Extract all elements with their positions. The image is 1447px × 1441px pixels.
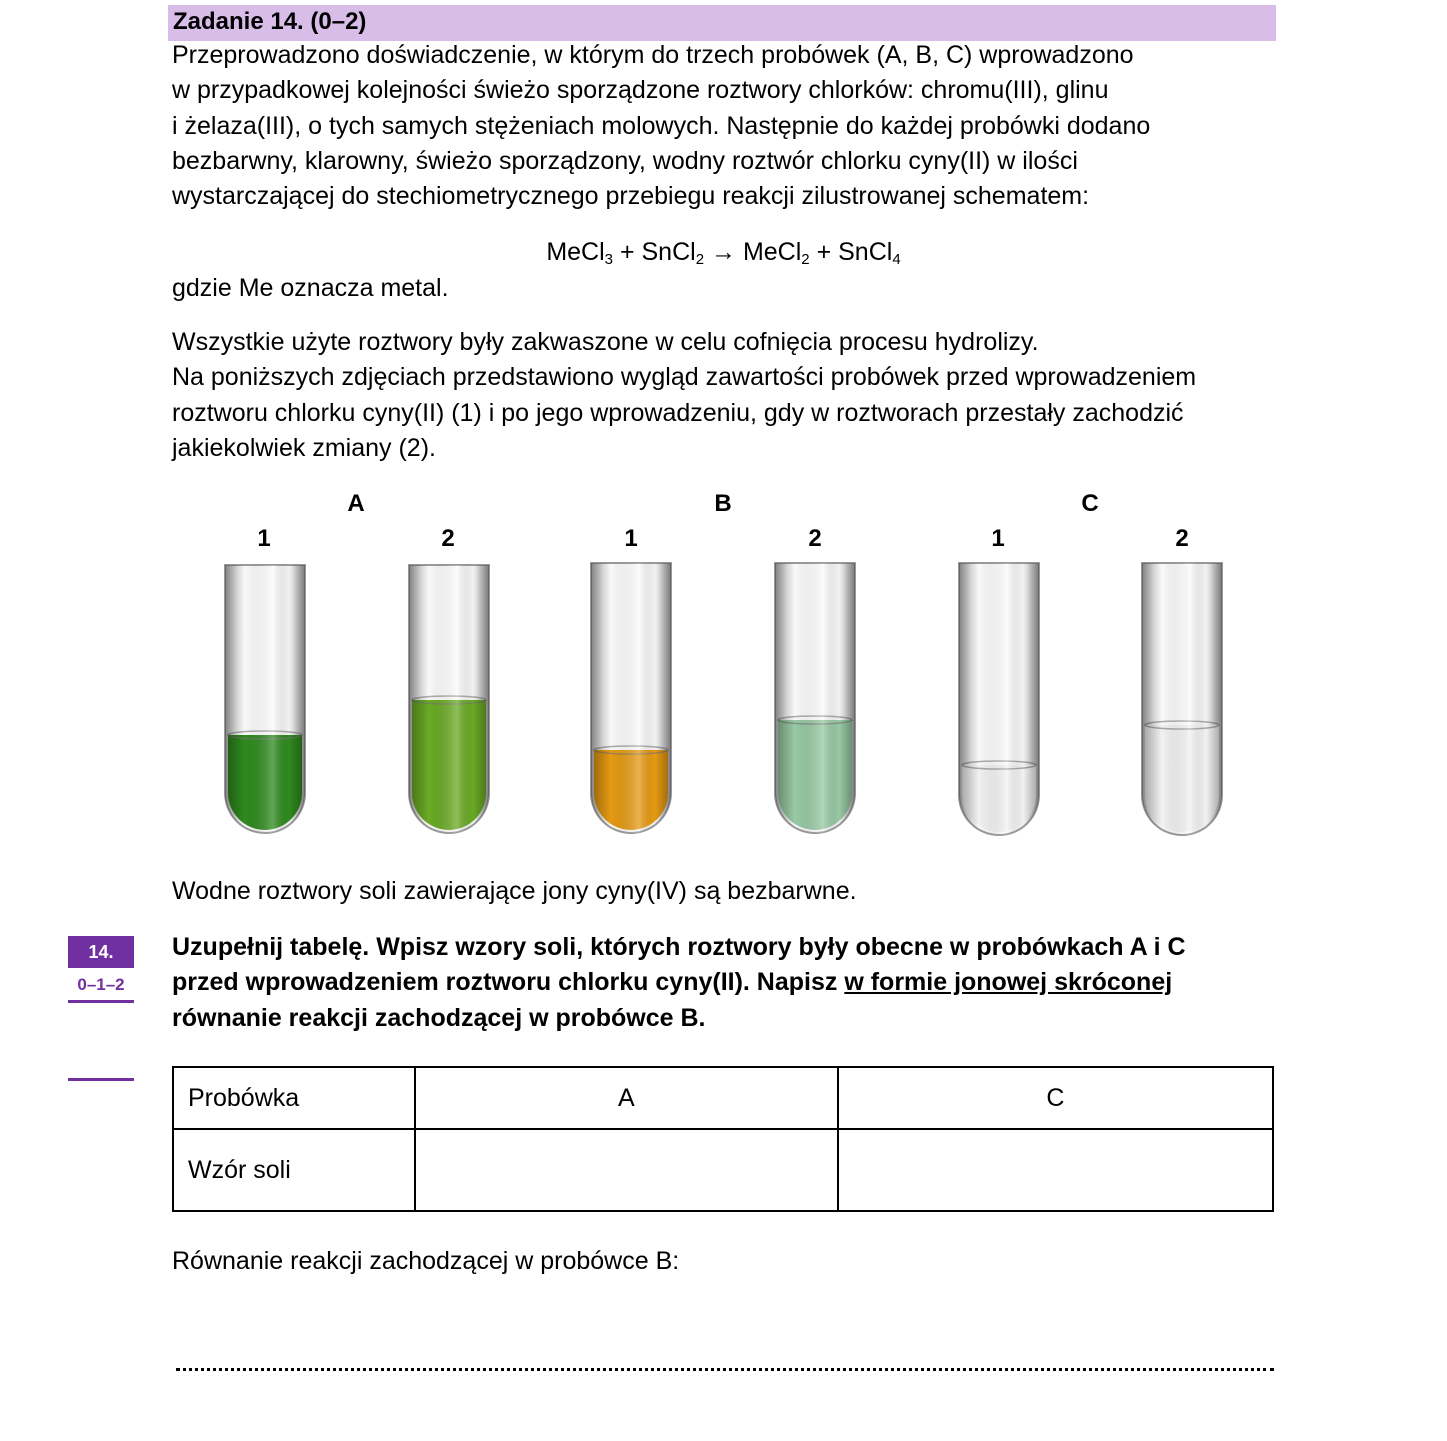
test-tube-c1 (959, 563, 1039, 835)
answer-dotted-line[interactable] (176, 1356, 1274, 1371)
description-line: Na poniższych zdjęciach przedstawiono wygląd zawartości probówek przed wprowadzeniem (172, 363, 1197, 392)
answer-cell-c[interactable] (838, 1129, 1273, 1211)
tube-number-a1: 1 (257, 525, 271, 552)
description-line: roztworu chlorku cyny(II) (1) i po jego wprowadzeniu, gdy w roztworach przestały zachodzić (172, 398, 1184, 427)
test-tube-b1 (591, 563, 671, 833)
test-tube-a2 (409, 565, 489, 833)
task-points-badge: 0–1–2 (68, 970, 134, 1003)
score-divider (68, 1078, 134, 1081)
tube-number-b1: 1 (624, 525, 638, 552)
test-tube-b2 (775, 563, 855, 833)
tube-number-a2: 2 (441, 525, 455, 552)
table-header-a: A (415, 1067, 838, 1129)
task-title: Zadanie 14. (0–2) (173, 8, 367, 35)
intro-line: Przeprowadzono doświadczenie, w którym do trzech probówek (A, B, C) wprowadzono (172, 41, 1134, 69)
intro-paragraph (172, 38, 1150, 214)
instruction-line: równanie reakcji zachodzącej w probówce B. (172, 1003, 706, 1032)
tin-note: Wodne roztwory soli zawierające jony cyny(IV) są bezbarwne. (172, 877, 857, 905)
tube-group-label-a: A (347, 490, 365, 517)
equation-prompt: Równanie reakcji zachodzącej w probówce B: (172, 1247, 680, 1275)
intro-line: bezbarwny, klarowny, świeżo sporządzony, wodny roztwór chlorku cyny(II) w ilości (172, 146, 1078, 175)
description-line: Wszystkie użyte roztwory były zakwaszone w celu cofnięcia procesu hydrolizy. (172, 328, 1039, 356)
task-instruction (172, 930, 1186, 1036)
test-tubes-photo (200, 555, 1270, 855)
instruction-line: Uzupełnij tabelę. Wpisz wzory soli, których roztwory były obecne w probówkach A i C (172, 933, 1186, 961)
tube-number-c2: 2 (1175, 525, 1189, 552)
intro-line: w przypadkowej kolejności świeżo sporządzone roztwory chlorków: chromu(III), glinu (172, 76, 1109, 105)
intro-line: i żelaza(III), o tych samych stężeniach molowych. Następnie do każdej probówki dodano (172, 111, 1151, 140)
tube-group-label-c: C (1081, 490, 1099, 517)
instruction-emphasis: w formie jonowej skróconej (844, 968, 1173, 997)
reaction-scheme: MeCl$_3$ + SnCl$_2$ → MeCl$_2$ + SnCl$_4$ (546, 238, 901, 268)
answer-cell-a[interactable] (415, 1129, 838, 1211)
task-number-badge: 14. (68, 936, 134, 968)
table-header-c: C (838, 1067, 1273, 1129)
intro-line: wystarczającej do stechiometrycznego przebiegu reakcji zilustrowanej schematem: (172, 182, 1090, 211)
metal-note: gdzie Me oznacza metal. (172, 274, 449, 302)
table-row-label: Wzór soli (173, 1129, 415, 1211)
answer-table (172, 1066, 1274, 1212)
test-tube-c2 (1142, 563, 1222, 835)
table-header-tube: Probówka (173, 1067, 415, 1129)
instruction-line: przed wprowadzeniem roztworu chlorku cyny(II). Napisz w formie jonowej skróconej (172, 968, 1173, 997)
description-line: jakiekolwiek zmiany (2). (172, 433, 436, 462)
test-tube-a1 (225, 565, 305, 833)
tube-number-b2: 2 (808, 525, 822, 552)
tube-number-c1: 1 (991, 525, 1005, 552)
tube-group-label-b: B (714, 490, 732, 517)
description-paragraph (172, 325, 1196, 466)
